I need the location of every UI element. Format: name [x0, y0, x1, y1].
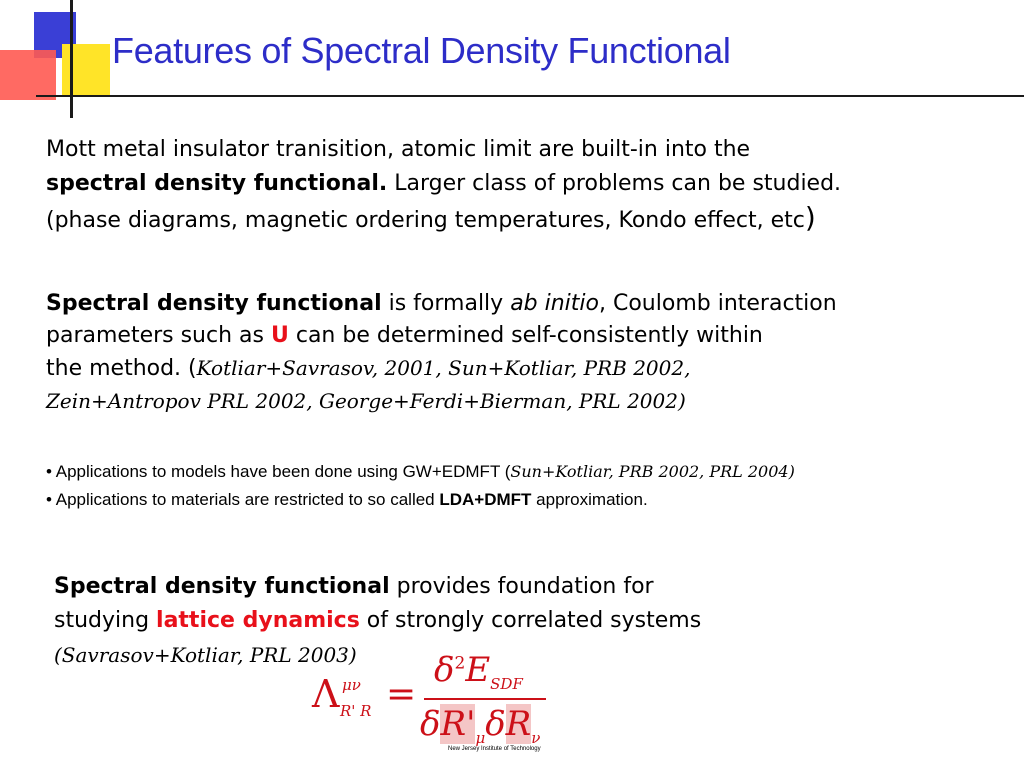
num-subscript: SDF [490, 674, 523, 693]
p1-line1: Mott metal insulator tranisition, atomic limit are built-in into the [46, 137, 751, 162]
num-E: E [465, 650, 491, 690]
formula-numerator [434, 650, 523, 693]
lambda-formula [312, 650, 552, 754]
p2-t1: is formally [381, 291, 511, 316]
p3-t1: provides foundation for [389, 574, 654, 599]
p2-citation-1: Kotliar+Savrasov, 2001, Sun+Kotliar, PRB 2002, [196, 356, 691, 380]
p1-bold: spectral density functional. [46, 171, 388, 196]
formula-superscript: μν [342, 676, 361, 694]
den-R: R [505, 704, 532, 744]
formula-lambda: Λ [312, 672, 340, 716]
p1-rest: Larger class of problems can be studied. [387, 171, 842, 196]
den-delta-1: δ [420, 704, 441, 744]
p2-u: U [270, 323, 289, 348]
p2-italic: ab initio [510, 291, 599, 316]
den-mu: μ [475, 728, 486, 747]
p3-red: lattice dynamics [156, 608, 360, 633]
p1-line3: (phase diagrams, magnetic ordering temperatures, Kondo effect, etc [46, 208, 805, 233]
bullet-item [46, 458, 795, 486]
bullet-1-text: • Applications to models have been done using GW+EDMFT ( [46, 462, 511, 481]
den-nu: ν [531, 728, 541, 747]
den-R-prime: R' [440, 704, 476, 744]
p3-line2a: studying [54, 608, 157, 633]
formula-subscript: R' R [340, 702, 372, 720]
bullet-2-text: • Applications to materials are restricted to so called [46, 490, 440, 509]
p2-line2a: parameters such as [46, 323, 271, 348]
formula-equals: = [386, 674, 417, 715]
bullet-2-tail: approximation. [531, 490, 648, 509]
p3-citation: (Savrasov+Kotliar, PRL 2003) [54, 643, 357, 667]
footer-institution: New Jersey Institute of Technology [448, 746, 541, 752]
decor-red-square [0, 50, 56, 100]
p2-t2: , Coulomb interaction [599, 291, 837, 316]
p2-bold: Spectral density functional [46, 291, 382, 316]
paragraph-mott [46, 133, 841, 238]
p3-line2b: of strongly correlated systems [359, 608, 702, 633]
title-underline [36, 95, 1024, 97]
decor-vertical-line [70, 0, 73, 118]
slide-title: Features of Spectral Density Functional [112, 30, 731, 71]
formula-denominator [420, 704, 540, 747]
p1-close-paren: ) [804, 201, 816, 234]
paragraph-ab-initio [46, 288, 837, 418]
bullet-list [46, 458, 795, 514]
bullet-2-bold: LDA+DMFT [439, 490, 532, 509]
fraction-bar [424, 698, 546, 700]
bullet-1-citation: Sun+Kotliar, PRB 2002, PRL 2004) [510, 462, 795, 481]
p2-citation-2: Zein+Antropov PRL 2002, George+Ferdi+Bierman, PRL 2002) [46, 389, 686, 413]
num-delta: δ [434, 650, 455, 690]
bullet-item [46, 486, 795, 514]
p2-line3: the method. ( [46, 356, 197, 381]
p3-bold: Spectral density functional [54, 574, 390, 599]
den-delta-2: δ [485, 704, 506, 744]
p2-line2b: can be determined self-consistently within [288, 323, 763, 348]
num-power: 2 [454, 653, 466, 674]
